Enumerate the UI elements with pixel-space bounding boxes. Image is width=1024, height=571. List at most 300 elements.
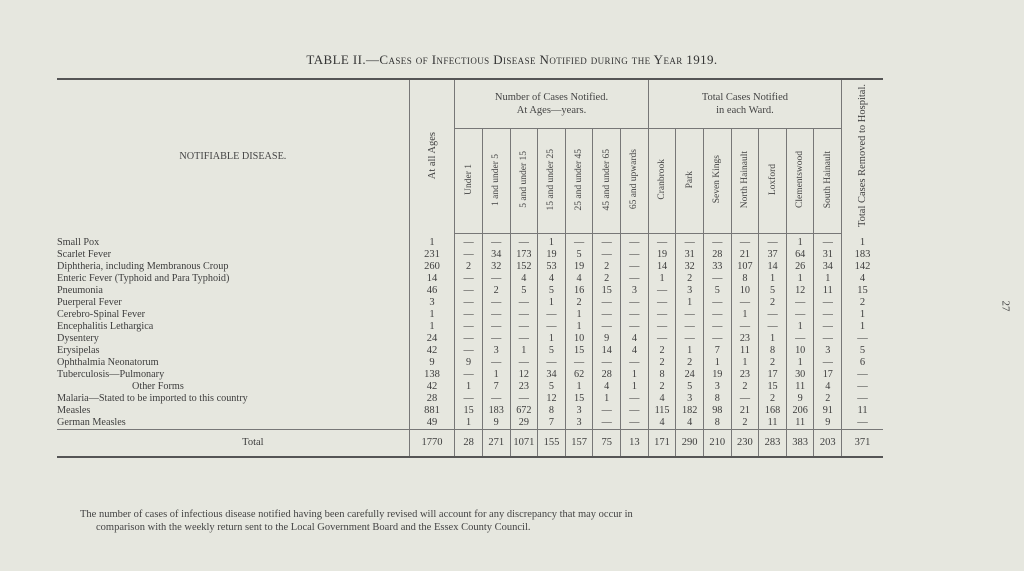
age-cell: — [455,345,483,357]
table-row [57,357,883,369]
all-ages-cell: 9 [409,357,455,369]
total-age-cell: 1071 [510,430,538,458]
age-cell: — [593,321,621,333]
table-row [57,405,883,417]
ward-cell: — [676,309,704,321]
ward-cell: 14 [648,261,676,273]
age-cell: — [455,273,483,285]
total-age-cell: 75 [593,430,621,458]
table-row [57,234,883,250]
ward-cell: — [731,234,759,250]
hospital-cell: 183 [842,249,883,261]
age-cell: — [510,357,538,369]
footnote-line-2: comparison with the weekly return sent to the Local Government Board and the Essex County Council. [96,522,531,533]
age-cell: — [455,285,483,297]
age-cell: 23 [510,381,538,393]
age-cell: — [593,417,621,430]
ward-cell: 2 [731,381,759,393]
hospital-cell: 11 [842,405,883,417]
age-cell: 34 [538,369,566,381]
ward-cell: 10 [786,345,814,357]
disease-name: Small Pox [57,236,100,248]
ward-cell: 11 [786,381,814,393]
ward-cell: — [703,309,731,321]
age-cell: 1 [538,234,566,250]
age-cell: 1 [621,381,649,393]
age-cell: 3 [565,417,593,430]
ward-cell: — [648,297,676,309]
age-cell: — [621,309,649,321]
ward-cell: 14 [759,261,787,273]
age-cell: 5 [538,285,566,297]
age-cell: — [482,357,510,369]
age-cell: — [621,405,649,417]
disease-name: Tuberculosis—Pulmonary [57,369,165,380]
disease-table [57,78,883,458]
age-cell: 7 [538,417,566,430]
ward-cell: 98 [703,405,731,417]
age-cell: 1 [538,297,566,309]
header-age-group: Number of Cases Notified. At Ages—years. [455,79,648,129]
age-cell: 4 [621,345,649,357]
age-cell: — [455,369,483,381]
age-cell: 152 [510,261,538,273]
age-cell: 1 [621,369,649,381]
ward-cell: 10 [731,285,759,297]
ward-cell: — [648,309,676,321]
hospital-cell: — [842,417,883,430]
age-cell: — [455,249,483,261]
ward-cell: 26 [786,261,814,273]
age-cell: — [482,333,510,345]
ward-cell: — [786,297,814,309]
age-cell: — [621,297,649,309]
ward-cell: 31 [676,249,704,261]
ward-cell: 34 [814,261,842,273]
age-cell: — [455,309,483,321]
ward-cell: 21 [731,249,759,261]
ward-cell: — [703,234,731,250]
total-hospital: 371 [842,430,883,458]
ward-cell: 12 [786,285,814,297]
ward-cell: 64 [786,249,814,261]
ward-cell: 31 [814,249,842,261]
age-cell: — [510,234,538,250]
ward-cell: 182 [676,405,704,417]
ward-cell: 2 [648,357,676,369]
ward-cell: 11 [814,285,842,297]
ward-cell: 3 [676,393,704,405]
ward-cell: — [814,321,842,333]
hospital-cell: — [842,369,883,381]
hospital-cell: 1 [842,309,883,321]
all-ages-cell: 3 [409,297,455,309]
disease-name: Enteric Fever (Typhoid and Para Typhoid) [57,273,230,284]
ward-cell: 1 [703,357,731,369]
ward-cell: 1 [648,273,676,285]
age-cell: — [621,321,649,333]
age-cell: 3 [482,345,510,357]
age-cell: 1 [565,321,593,333]
all-ages-cell: 1 [409,309,455,321]
ward-cell: 5 [703,285,731,297]
all-ages-cell: 46 [409,285,455,297]
all-ages-cell: 881 [409,405,455,417]
ward-cell: 5 [759,285,787,297]
age-cell: 10 [565,333,593,345]
age-cell: 12 [510,369,538,381]
age-cell: 183 [482,405,510,417]
ward-cell: — [759,309,787,321]
ward-cell: 1 [731,357,759,369]
ward-cell: 2 [731,417,759,430]
age-cell: 9 [593,333,621,345]
age-cell: 1 [482,369,510,381]
total-ward-cell: 171 [648,430,676,458]
all-ages-cell: 49 [409,417,455,430]
total-age-cell: 28 [455,430,483,458]
ward-cell: 11 [786,417,814,430]
header-disease: NOTIFIABLE DISEASE. [57,79,409,234]
table-row [57,285,883,297]
age-cell: — [455,393,483,405]
ward-cell: 15 [759,381,787,393]
ward-cell: 9 [814,417,842,430]
ward-cell: 4 [648,393,676,405]
ward-cell: 5 [676,381,704,393]
ward-cell: 24 [676,369,704,381]
header-hospital: Total Cases Removed to Hospital. [842,79,883,234]
disease-name: Ophthalmia Neonatorum [57,357,159,368]
all-ages-cell: 42 [409,345,455,357]
age-cell: — [621,273,649,285]
age-cell: — [482,309,510,321]
disease-name: Malaria—Stated to be imported to this country [57,393,248,404]
header-all-ages: At all Ages [409,79,455,234]
hospital-cell: 6 [842,357,883,369]
age-cell: — [565,234,593,250]
age-cell: — [565,357,593,369]
ward-cell: 23 [731,369,759,381]
age-cell: 9 [455,357,483,369]
age-cell: 2 [482,285,510,297]
age-cell: — [593,405,621,417]
ward-cell: 1 [731,309,759,321]
age-cell: — [538,357,566,369]
table-row [57,261,883,273]
age-cell: 19 [538,249,566,261]
age-cell: 14 [593,345,621,357]
age-cell: — [538,309,566,321]
disease-name: Scarlet Fever [57,249,112,260]
age-cell: — [482,321,510,333]
ward-cell: — [648,321,676,333]
ward-cell: 8 [731,273,759,285]
age-cell: 4 [538,273,566,285]
ward-cell: 1 [786,234,814,250]
ward-cell: 4 [648,417,676,430]
ward-cell: 2 [676,357,704,369]
age-cell: 672 [510,405,538,417]
table-title-text: Cases of Infectious Disease Notified during the Year 1919. [379,52,718,67]
age-cell: — [482,393,510,405]
ward-cell: — [786,309,814,321]
ward-cell: — [814,309,842,321]
table-row [57,309,883,321]
footnote [80,508,900,534]
table-row [57,333,883,345]
hospital-cell: 15 [842,285,883,297]
age-cell: 5 [510,285,538,297]
ward-cell: — [648,234,676,250]
age-cell: — [621,393,649,405]
age-cell: 15 [593,285,621,297]
age-cell: 8 [538,405,566,417]
header-ward-col: Loxford [759,129,787,234]
ward-cell: 33 [703,261,731,273]
hospital-cell: — [842,333,883,345]
age-cell: 53 [538,261,566,273]
ward-cell: 1 [786,357,814,369]
table-row [57,417,883,430]
ward-cell: 107 [731,261,759,273]
hospital-cell: 2 [842,297,883,309]
ward-cell: — [814,234,842,250]
age-cell: 15 [455,405,483,417]
age-cell: 1 [510,345,538,357]
age-cell: 5 [538,381,566,393]
table-row [57,273,883,285]
age-cell: 4 [510,273,538,285]
page-number: 27 [999,300,1012,312]
header-age-col: 1 and under 5 [482,129,510,234]
age-cell: 3 [565,405,593,417]
age-cell: — [593,297,621,309]
age-cell: 173 [510,249,538,261]
age-cell: — [482,273,510,285]
table-row [57,249,883,261]
ward-cell: 3 [676,285,704,297]
age-cell: — [621,249,649,261]
header-age-col: 5 and under 15 [510,129,538,234]
age-cell: — [482,297,510,309]
ward-cell: — [759,321,787,333]
age-cell: — [482,234,510,250]
ward-cell: 11 [759,417,787,430]
disease-name: Measles [57,405,91,416]
ward-cell: — [676,333,704,345]
age-cell: 34 [482,249,510,261]
age-cell: 1 [565,309,593,321]
ward-cell: 32 [676,261,704,273]
ward-cell: 1 [676,297,704,309]
ward-cell: — [814,297,842,309]
age-cell: — [455,297,483,309]
header-ward-col: Park [676,129,704,234]
all-ages-cell: 231 [409,249,455,261]
ward-cell: — [648,285,676,297]
age-cell: — [593,309,621,321]
table-title-prefix: TABLE II.— [306,52,380,67]
ward-cell: 115 [648,405,676,417]
ward-cell: 3 [703,381,731,393]
total-ward-cell: 230 [731,430,759,458]
hospital-cell: 4 [842,273,883,285]
all-ages-cell: 138 [409,369,455,381]
age-cell: — [621,417,649,430]
hospital-cell: — [842,393,883,405]
ward-cell: — [703,297,731,309]
ward-cell: 11 [731,345,759,357]
disease-name: Encephalitis Lethargica [57,321,154,332]
ward-cell: 19 [648,249,676,261]
ward-cell: 2 [814,393,842,405]
age-cell: — [593,357,621,369]
ward-cell: 1 [814,273,842,285]
age-cell: 5 [538,345,566,357]
ward-cell: 1 [786,273,814,285]
age-cell: — [621,357,649,369]
ward-cell: 17 [759,369,787,381]
ward-cell: 1 [759,333,787,345]
ward-cell: 2 [676,273,704,285]
table-row [57,321,883,333]
header-ward-group: Total Cases Notified in each Ward. [648,79,841,129]
ward-cell: — [731,321,759,333]
header-age-col: 25 and under 45 [565,129,593,234]
ward-cell: 91 [814,405,842,417]
ward-cell: 8 [648,369,676,381]
ward-cell: — [786,333,814,345]
total-ward-cell: 210 [703,430,731,458]
table-row [57,393,883,405]
age-cell: 12 [538,393,566,405]
age-cell: — [593,234,621,250]
ward-cell: 2 [648,345,676,357]
age-cell: 4 [593,381,621,393]
total-age-cell: 155 [538,430,566,458]
age-cell: 16 [565,285,593,297]
total-ward-cell: 383 [786,430,814,458]
total-label: Total [57,430,409,458]
table-row [57,381,883,393]
disease-name: Pneumonia [57,285,103,296]
header-ward-col: South Hainault [814,129,842,234]
total-row [57,430,883,458]
ward-cell: 1 [759,273,787,285]
age-cell: 62 [565,369,593,381]
ward-cell: — [703,321,731,333]
ward-cell: — [676,321,704,333]
age-cell: 28 [593,369,621,381]
table-row [57,369,883,381]
ward-cell: — [814,357,842,369]
ward-cell: 4 [814,381,842,393]
ward-cell: — [703,333,731,345]
disease-name: Dysentery [57,333,99,344]
age-cell: — [510,321,538,333]
age-cell: 5 [565,249,593,261]
age-cell: — [510,297,538,309]
header-ward-col: Seven Kings [703,129,731,234]
total-all-ages: 1770 [409,430,455,458]
table-row [57,297,883,309]
age-cell: 19 [565,261,593,273]
age-cell: 1 [593,393,621,405]
disease-name: German Measles [57,417,126,428]
hospital-cell: 1 [842,321,883,333]
ward-cell: 23 [731,333,759,345]
age-cell: 32 [482,261,510,273]
total-age-cell: 157 [565,430,593,458]
age-cell: 15 [565,393,593,405]
footnote-line-1: The number of cases of infectious disease notified having been carefully revised will account for any discrepancy that may occur in [80,509,633,520]
age-cell: 2 [593,261,621,273]
age-cell: — [510,333,538,345]
hospital-cell: — [842,381,883,393]
ward-cell: 1 [676,345,704,357]
ward-cell: — [814,333,842,345]
ward-cell: 2 [759,297,787,309]
age-cell: 3 [621,285,649,297]
disease-name: Other Forms [132,381,184,392]
hospital-cell: 5 [842,345,883,357]
age-cell: — [510,393,538,405]
total-age-cell: 271 [482,430,510,458]
age-cell: — [593,249,621,261]
ward-cell: — [759,234,787,250]
disease-name: Erysipelas [57,345,100,356]
age-cell: — [621,234,649,250]
header-age-col: Under 1 [455,129,483,234]
table-row [57,345,883,357]
total-ward-cell: 203 [814,430,842,458]
age-cell: 1 [455,381,483,393]
ward-cell: 4 [676,417,704,430]
ward-cell: 9 [786,393,814,405]
age-cell: 2 [455,261,483,273]
ward-cell: 28 [703,249,731,261]
header-age-col: 15 and under 25 [538,129,566,234]
header-ward-col: Cranbrook [648,129,676,234]
all-ages-cell: 24 [409,333,455,345]
age-cell: 1 [455,417,483,430]
ward-cell: 8 [759,345,787,357]
total-age-cell: 13 [621,430,649,458]
total-ward-cell: 283 [759,430,787,458]
all-ages-cell: 1 [409,321,455,333]
disease-name: Cerebro-Spinal Fever [57,309,145,320]
hospital-cell: 1 [842,234,883,250]
age-cell: 9 [482,417,510,430]
age-cell: — [510,309,538,321]
ward-cell: — [648,333,676,345]
all-ages-cell: 1 [409,234,455,250]
age-cell: 2 [565,297,593,309]
ward-cell: 168 [759,405,787,417]
ward-cell: 2 [759,393,787,405]
age-cell: — [455,333,483,345]
hospital-cell: 142 [842,261,883,273]
ward-cell: 2 [759,357,787,369]
disease-name: Puerperal Fever [57,297,122,308]
header-ward-col: North Hainault [731,129,759,234]
all-ages-cell: 14 [409,273,455,285]
ward-cell: 21 [731,405,759,417]
age-cell: 1 [565,381,593,393]
age-cell: 4 [621,333,649,345]
age-cell: 7 [482,381,510,393]
